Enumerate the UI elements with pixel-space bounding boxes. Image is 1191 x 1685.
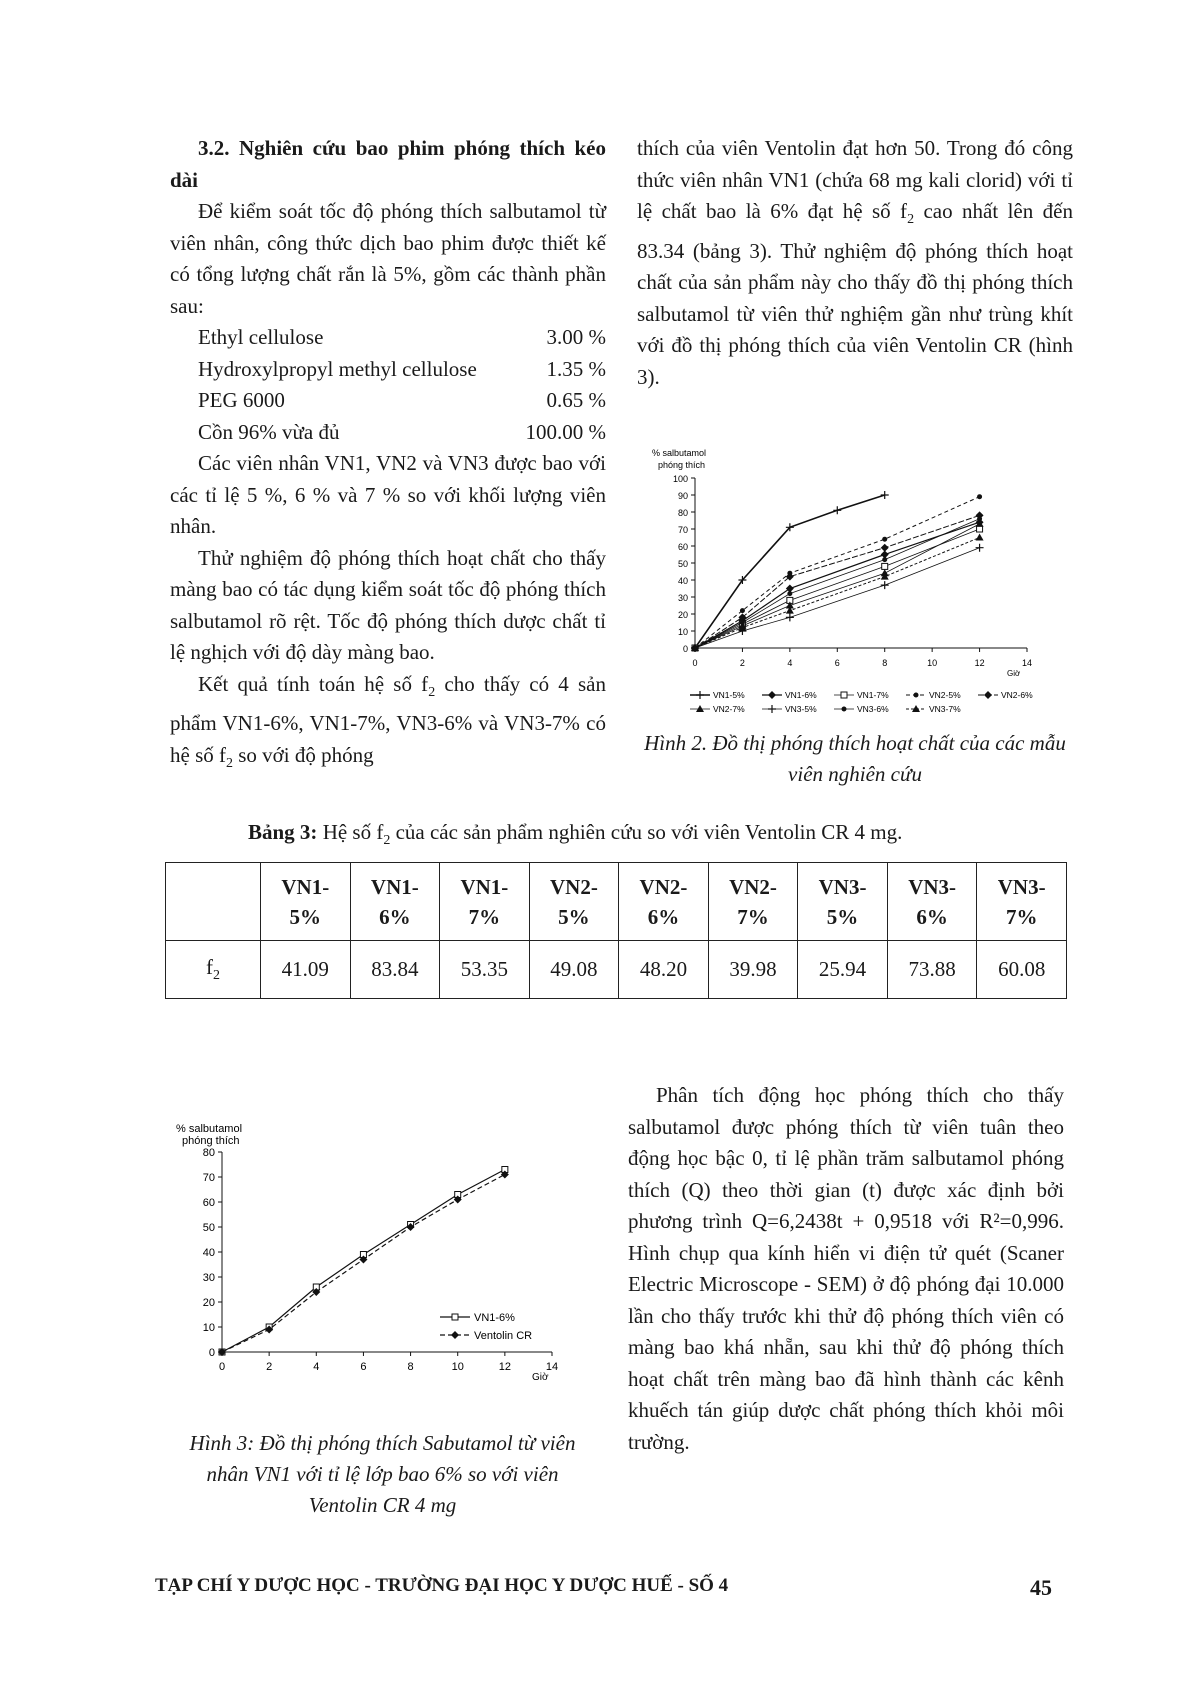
x-tick-label: 12 — [498, 1361, 511, 1373]
table-cell: 49.08 — [529, 941, 619, 999]
y-tick-label: 70 — [202, 1172, 215, 1184]
y-tick-label: 70 — [677, 525, 688, 535]
table-cell: 39.98 — [708, 941, 798, 999]
data-point — [740, 608, 745, 613]
journal-footer: TẠP CHÍ Y DƯỢC HỌC - TRƯỜNG ĐẠI HỌC Y DƯỢC HUẾ - SỐ 4 — [155, 1575, 729, 1596]
component-row: PEG 6000 0.65 % — [198, 388, 606, 412]
legend-label: VN3-6% — [857, 704, 889, 714]
y-tick-label: 20 — [202, 1297, 215, 1309]
data-point — [833, 506, 841, 514]
y-tick-label: 0 — [682, 644, 688, 654]
component-row: Hydroxylpropyl methyl cellulose 1.35 % — [198, 356, 606, 381]
series-ventolin-cr — [218, 1171, 509, 1357]
series-vn3-5 — [691, 544, 984, 652]
table-cell: 25.94 — [798, 941, 888, 999]
data-point — [881, 491, 889, 499]
x-tick-label: 8 — [407, 1361, 414, 1373]
y-tick-label: 80 — [677, 508, 688, 518]
legend-label: Ventolin CR — [474, 1330, 533, 1342]
x-tick-label: 2 — [266, 1361, 273, 1373]
y-tick-label: 20 — [677, 610, 688, 620]
y-tick-label: 60 — [677, 542, 688, 552]
figure-3-chart — [170, 1110, 590, 1400]
y-tick-label: 60 — [202, 1197, 215, 1209]
figure-2-legend — [690, 690, 1033, 714]
x-tick-label: 14 — [1021, 658, 1033, 668]
section-heading: 3.2. Nghiên cứu bao phim phóng thích kéo dài — [170, 136, 606, 192]
table-header-cell: VN1- 6% — [350, 863, 440, 941]
data-point — [977, 526, 983, 532]
right-column-top — [637, 133, 1073, 393]
table-cell: 60.08 — [977, 941, 1067, 999]
figure-2-chart — [640, 440, 1070, 725]
data-point — [976, 534, 984, 541]
data-point — [881, 581, 889, 589]
y-tick-label: 80 — [202, 1147, 215, 1159]
y-tick-label: 10 — [202, 1322, 215, 1334]
x-axis-label: Giờ — [532, 1372, 549, 1383]
legend-label: VN1-7% — [857, 690, 889, 700]
table-header-cell: VN3- 7% — [977, 863, 1067, 941]
x-tick-label: 14 — [545, 1361, 559, 1373]
series-vn2-6 — [691, 511, 984, 652]
left-column — [170, 133, 606, 779]
x-tick-label: 10 — [451, 1361, 464, 1373]
y-tick-label: 50 — [202, 1222, 215, 1234]
legend-marker — [842, 707, 847, 712]
y-tick-label: 40 — [677, 576, 688, 586]
page-number: 45 — [1030, 1575, 1052, 1600]
series-line — [695, 538, 980, 649]
legend-label: VN2-5% — [929, 690, 961, 700]
legend-label: VN1-5% — [713, 690, 745, 700]
figure-3-caption: Hình 3: Đồ thị phóng thích Sabutamol từ viên nhân VN1 với tỉ lệ lớp bao 6% so với viên Ventolin CR 4 mg — [189, 1431, 576, 1517]
y-axis-label: % salbutamol — [652, 448, 707, 458]
series-vn1-6 — [691, 518, 984, 652]
table-cell: 53.35 — [440, 941, 530, 999]
legend-marker — [914, 693, 919, 698]
f2-table — [165, 862, 1067, 999]
x-tick-label: 10 — [927, 658, 938, 668]
y-tick-label: 40 — [202, 1247, 215, 1259]
table-cell: 83.84 — [350, 941, 440, 999]
y-tick-label: 90 — [677, 491, 688, 501]
legend-label: VN1-6% — [785, 690, 817, 700]
paragraph-f2: Kết quả tính toán hệ số $f_2$ cho thấy có 4 sản phẩm VN1-6%, VN1-7%, VN3-6% và VN3-7% có hệ số $f_2$ so với độ phóng — [170, 671, 607, 771]
table-caption: Bảng 3: Hệ số $f_2$ của các sản phẩm nghiên cứu so với viên Ventolin CR 4 mg. — [248, 820, 903, 848]
series-vn2-7 — [691, 520, 984, 651]
component-list — [170, 322, 606, 448]
table-header-cell: VN3- 5% — [798, 863, 888, 941]
y-tick-label: 50 — [677, 559, 688, 569]
x-tick-label: 4 — [313, 1361, 320, 1373]
data-point — [882, 537, 887, 542]
series-line — [695, 548, 980, 648]
legend-marker — [451, 1331, 459, 1339]
data-point — [787, 591, 792, 596]
table-row-label: $f_2$ — [166, 941, 261, 999]
x-tick-label: 6 — [834, 658, 840, 668]
legend-label: VN2-7% — [713, 704, 745, 714]
y-tick-label: 100 — [672, 474, 688, 484]
data-point — [881, 544, 889, 552]
figure-3-legend — [440, 1312, 532, 1342]
y-tick-label: 0 — [208, 1347, 215, 1359]
y-tick-label: 30 — [677, 593, 688, 603]
table-corner-cell — [166, 863, 261, 941]
x-tick-label: 6 — [360, 1361, 367, 1373]
component-row: Cồn 96% vừa đủ 100.00 % — [198, 419, 606, 444]
right-column-bottom — [628, 1080, 1064, 1458]
y-axis-label: phóng thích — [658, 460, 706, 470]
table-header-cell: VN2- 6% — [619, 863, 709, 941]
legend-label: VN3-7% — [929, 704, 961, 714]
legend-marker — [452, 1314, 458, 1320]
y-axis-label: phóng thích — [182, 1135, 240, 1147]
table-header-cell: VN3- 6% — [887, 863, 977, 941]
table-header-cell: VN1- 7% — [440, 863, 530, 941]
figure-2-caption: Hình 2. Đồ thị phóng thích hoạt chất của các mẫu viên nghiên cứu — [644, 731, 1066, 786]
data-point — [882, 557, 887, 562]
legend-marker — [841, 692, 847, 698]
x-tick-label: 12 — [974, 658, 985, 668]
legend-label: VN3-5% — [785, 704, 817, 714]
data-point — [976, 544, 984, 552]
legend-marker — [768, 705, 776, 713]
table-cell: 73.88 — [887, 941, 977, 999]
component-row: Ethyl cellulose 3.00 % — [198, 325, 606, 349]
legend-marker — [984, 691, 992, 699]
paragraph-intro: Để kiểm soát tốc độ phóng thích salbutamol từ viên nhân, công thức dịch bao phim được thiết kế có tổng lượng chất rắn là 5%, gồm các thành phần sau: — [170, 199, 606, 318]
x-tick-label: 2 — [739, 658, 745, 668]
data-point — [977, 494, 982, 499]
table-cell: 41.09 — [261, 941, 351, 999]
legend-marker — [768, 691, 776, 699]
table-header-row — [166, 863, 1067, 941]
x-tick-label: 8 — [882, 658, 888, 668]
x-axis-label: Giờ — [1007, 669, 1021, 678]
data-point — [882, 563, 888, 569]
paragraph-release: Thử nghiệm độ phóng thích hoạt chất cho thấy màng bao có tác dụng kiểm soát tốc độ phóng thích salbutamol rõ rệt. Tốc độ phóng thích dược chất tỉ lệ nghịch với độ dày màng bao. — [170, 545, 606, 664]
x-tick-label: 0 — [692, 658, 698, 668]
x-tick-label: 0 — [218, 1361, 226, 1373]
table-value-row — [166, 941, 1067, 999]
legend-label: VN2-6% — [1001, 690, 1033, 700]
table-header-cell: VN1- 5% — [261, 863, 351, 941]
y-axis-label: % salbutamol — [176, 1123, 243, 1135]
table-header-cell: VN2- 5% — [529, 863, 619, 941]
data-point — [786, 613, 794, 621]
y-tick-label: 30 — [202, 1272, 215, 1284]
legend-marker — [696, 705, 704, 712]
paragraph-kinetics: Phân tích động học phóng thích cho thấy salbutamol được phóng thích từ viên tuân theo động học bậc 0, tỉ lệ phần trăm salbutamol phóng thích (Q) theo thời gian (t) được xác định bởi phương trình Q=6,2438t + 0,9518 với R²=0,996. Hình chụp qua kính hiển vi điện tử quét (Scaner Electric Microscope - SEM) ở độ phóng đại 10.000 lần cho thấy trước khi thử độ phóng thích viên có màng bao khá nhẵn, sau khi thử độ phóng thích hoạt chất trên màng bao đã hình thành các kênh khuếch tán giúp dược chất phóng thích khỏi môi trường. — [628, 1083, 1064, 1454]
legend-marker — [696, 691, 704, 699]
table-cell: 48.20 — [619, 941, 709, 999]
paragraph-coating: Các viên nhân VN1, VN2 và VN3 được bao với các tỉ lệ 5 %, 6 % và 7 % so với khối lượng viên nhân. — [170, 451, 606, 538]
y-tick-label: 10 — [677, 627, 688, 637]
x-tick-label: 4 — [787, 658, 793, 668]
legend-label: VN1-6% — [474, 1312, 515, 1324]
data-point — [977, 516, 982, 521]
paragraph-continued: thích của viên Ventolin đạt hơn 50. Trong đó công thức viên nhân VN1 (chứa 68 mg kali clorid) với tỉ lệ chất bao là 6% đạt hệ số $f_2$ cao nhất lên đến 83.34 (bảng 3). Thử nghiệm độ phóng thích hoạt chất của sản phẩm này cho thấy đồ thị phóng thích salbutamol từ viên thử nghiệm gần như trùng khít với đồ thị phóng thích của viên Ventolin CR (hình 3). — [637, 136, 1073, 389]
table-header-cell: VN2- 7% — [708, 863, 798, 941]
